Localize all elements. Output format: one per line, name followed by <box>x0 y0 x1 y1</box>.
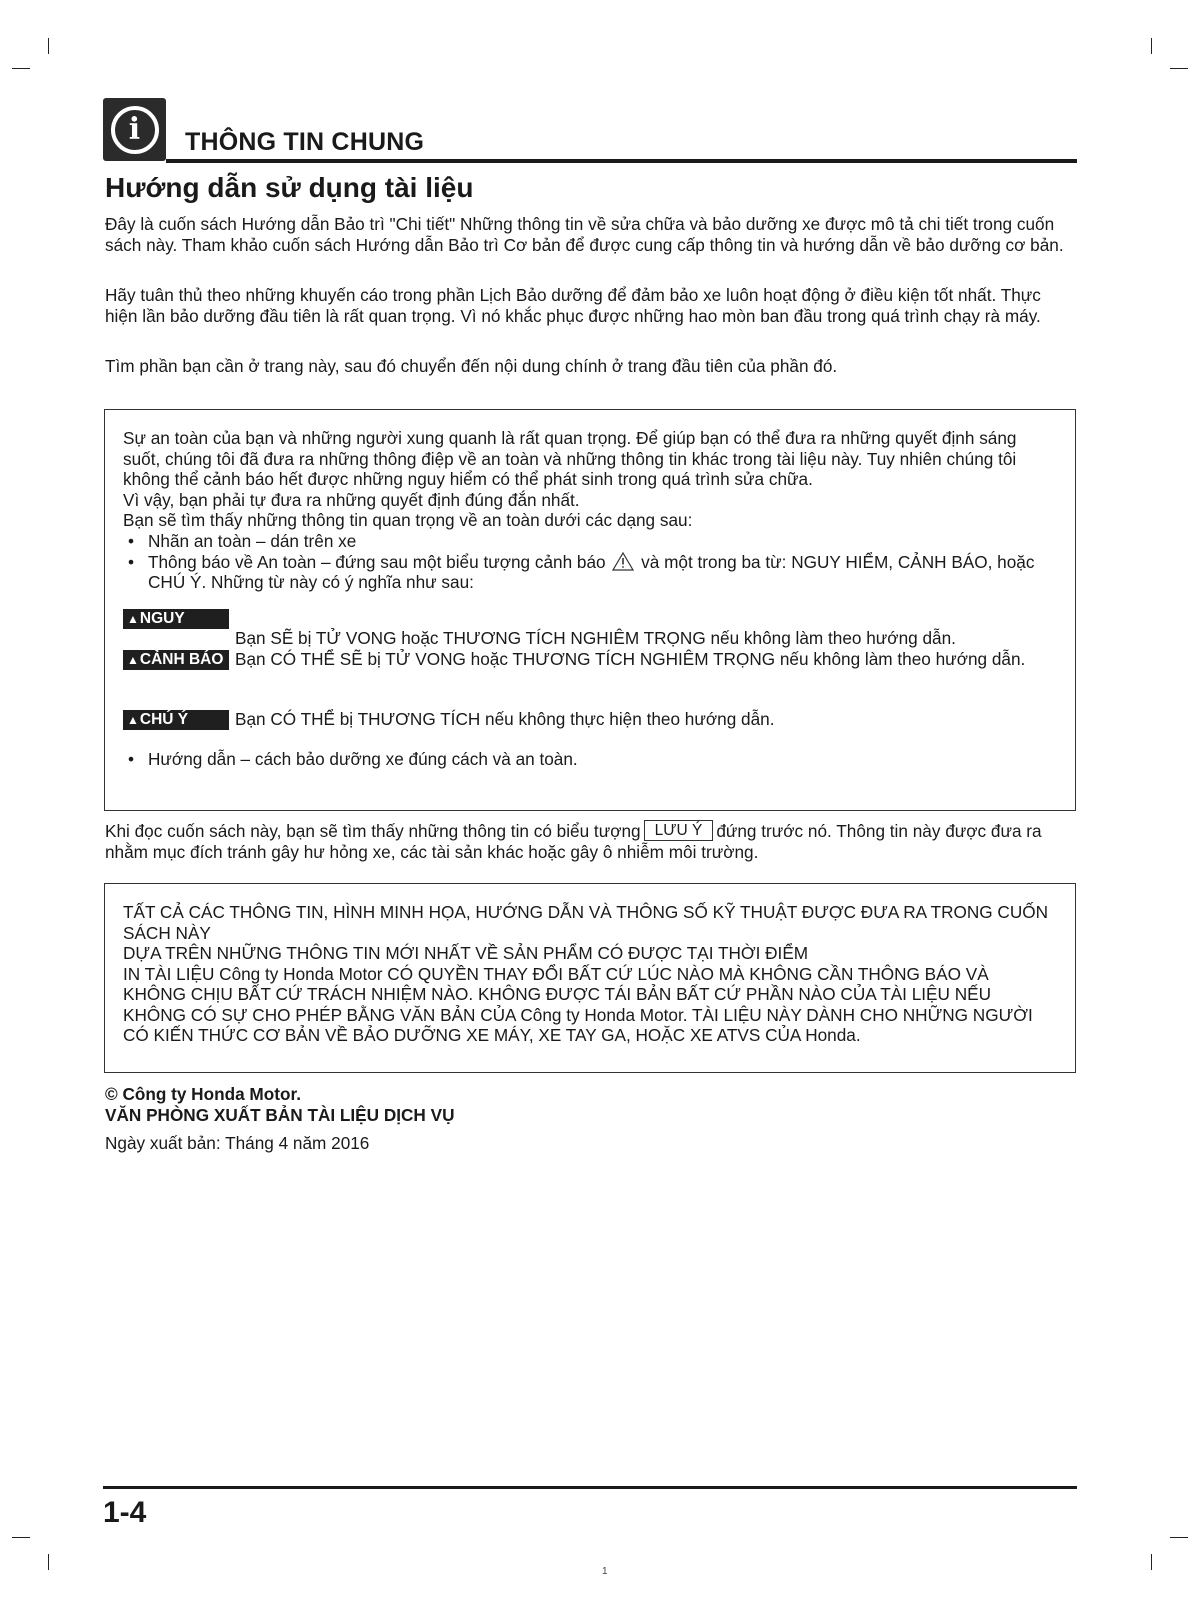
notice-text: Khi đọc cuốn sách này, bạn sẽ tìm thấy những thông tin có biểu tượng <box>105 821 641 841</box>
crop-mark <box>1151 38 1152 54</box>
crop-mark <box>48 38 49 54</box>
notice-paragraph <box>105 820 1075 862</box>
safety-guidance-list <box>123 749 1053 770</box>
bullet-text: Nhãn an toàn – dán trên xe <box>148 531 357 551</box>
safety-info-box <box>104 409 1076 811</box>
publisher-info <box>105 1084 455 1125</box>
safety-line: Vì vậy, bạn phải tự đưa ra những quyết định đúng đắn nhất. <box>123 490 580 510</box>
caution-label: ▲CHÚ Ý <box>123 710 229 730</box>
print-mark: 1 <box>602 1566 608 1577</box>
disclaimer-text <box>123 902 1053 1046</box>
warning-text: Bạn CÓ THỂ SẼ bị TỬ VONG hoặc THƯƠNG TÍCH NGHIÊM TRỌNG nếu không làm theo hướng dẫn. <box>235 649 1026 669</box>
disclaimer-line: TẤT CẢ CÁC THÔNG TIN, HÌNH MINH HỌA, HƯỚNG DẪN VÀ THÔNG SỐ KỸ THUẬT ĐƯỢC ĐƯA RA TRONG CUỐN SÁCH NÀY <box>123 902 1049 943</box>
publisher-office: VĂN PHÒNG XUẤT BẢN TÀI LIỆU DỊCH VỤ <box>105 1104 455 1125</box>
safety-line: Bạn sẽ tìm thấy những thông tin quan trọng về an toàn dưới các dạng sau: <box>123 510 693 530</box>
disclaimer-line: DỰA TRÊN NHỮNG THÔNG TIN MỚI NHẤT VỀ SẢN PHẨM CÓ ĐƯỢC TẠI THỜI ĐIỂM <box>123 943 809 963</box>
copyright-text: © Công ty Honda Motor. <box>105 1084 301 1104</box>
chapter-title: THÔNG TIN CHUNG <box>185 128 425 156</box>
crop-mark <box>12 68 30 69</box>
disclaimer-line: IN TÀI LIỆU Công ty Honda Motor CÓ QUYỀN THAY ĐỔI BẤT CỨ LÚC NÀO MÀ KHÔNG CẦN THÔNG BÁO VÀ KHÔNG CHỊU BẤT CỨ TRÁCH NHIỆM NÀO. KHÔNG ĐƯỢC TÁI BẢN BẤT CỨ PHẦN NÀO CỦA TÀI LIỆU NẾU KHÔNG CÓ SỰ CHO PHÉP BẰNG VĂN BẢN CỦA Công ty Honda Motor. TÀI LIỆU NÀY DÀNH CHO NHỮNG NGƯỜI CÓ KIẾN THỨC CƠ BẢN VỀ BẢO DƯỠNG XE MÁY, XE TAY GA, HOẶC XE ATVS CỦA Honda. <box>123 963 1033 1045</box>
chapter-header <box>103 98 1077 164</box>
intro-paragraph-3: Tìm phần bạn cần ở trang này, sau đó chuyển đến nội dung chính ở trang đầu tiên của phần đó. <box>105 356 838 376</box>
crop-mark <box>1170 68 1188 69</box>
danger-text: Bạn SẼ bị TỬ VONG hoặc THƯƠNG TÍCH NGHIÊM TRỌNG nếu không làm theo hướng dẫn. <box>235 628 956 648</box>
caution-text: Bạn CÓ THỂ bị THƯƠNG TÍCH nếu không thực hiện theo hướng dẫn. <box>235 709 775 729</box>
caution-row <box>123 709 1053 730</box>
bullet-text: Hướng dẫn – cách bảo dưỡng xe đúng cách và an toàn. <box>148 749 578 769</box>
danger-label: ▲NGUY HIỂM <box>123 609 229 629</box>
list-item <box>123 531 1053 552</box>
publish-date: Ngày xuất bản: Tháng 4 năm 2016 <box>105 1133 370 1153</box>
info-icon: i <box>103 98 166 161</box>
crop-mark <box>1151 1554 1152 1570</box>
disclaimer-box <box>104 883 1076 1073</box>
warning-triangle-icon <box>612 552 634 571</box>
header-rule <box>166 159 1077 163</box>
intro-paragraph-1: Đây là cuốn sách Hướng dẫn Bảo trì "Chi tiết" Những thông tin về sửa chữa và bảo dưỡng xe được mô tả chi tiết trong cuốn sách này. Tham khảo cuốn sách Hướng dẫn Bảo trì Cơ bản để được cung cấp thông tin và hướng dẫn về bảo dưỡng cơ bản. <box>105 214 1064 255</box>
notice-text: đứng trước nó. Thông tin này được đưa ra nhằm mục đích tránh gây hư hỏng xe, các tài sản khác hoặc gây ô nhiễm môi trường. <box>105 821 1042 862</box>
footer-rule <box>103 1486 1077 1489</box>
notice-label: LƯU Ý <box>644 820 714 841</box>
section-title: Hướng dẫn sử dụng tài liệu <box>105 172 474 203</box>
bullet-text: và một trong ba từ: NGUY HIỂM, CẢNH BÁO, hoặc CHÚ Ý. Những từ này có ý nghĩa như sau: <box>148 551 1035 592</box>
list-item <box>123 552 1053 593</box>
page-number: 1-4 <box>103 1496 147 1529</box>
danger-row <box>123 609 1053 649</box>
warning-label: ▲CẢNH BÁO <box>123 650 229 670</box>
crop-mark <box>12 1537 30 1538</box>
crop-mark <box>48 1554 49 1570</box>
crop-mark <box>1170 1537 1188 1538</box>
intro-paragraph-2: Hãy tuân thủ theo những khuyến cáo trong phần Lịch Bảo dưỡng để đảm bảo xe luôn hoạt động ở điều kiện tốt nhất. Thực hiện lần bảo dưỡng đầu tiên là rất quan trọng. Vì nó khắc phục được những hao mòn ban đầu trong quá trình chạy rà máy. <box>105 285 1041 326</box>
safety-intro: Sự an toàn của bạn và những người xung quanh là rất quan trọng. Để giúp bạn có thể đưa ra những quyết định sáng suốt, chúng tôi đã đưa ra những thông điệp về an toàn và những thông tin khác trong tài liệu này. Tuy nhiên chúng tôi không thể cảnh báo hết được những nguy hiểm có thể phát sinh trong quá trình sửa chữa. <box>123 428 1017 489</box>
bullet-text: Thông báo về An toàn – đứng sau một biểu tượng cảnh báo <box>148 551 606 572</box>
safety-forms-list <box>123 531 1053 593</box>
warning-row <box>123 649 1053 670</box>
list-item <box>123 749 1053 770</box>
